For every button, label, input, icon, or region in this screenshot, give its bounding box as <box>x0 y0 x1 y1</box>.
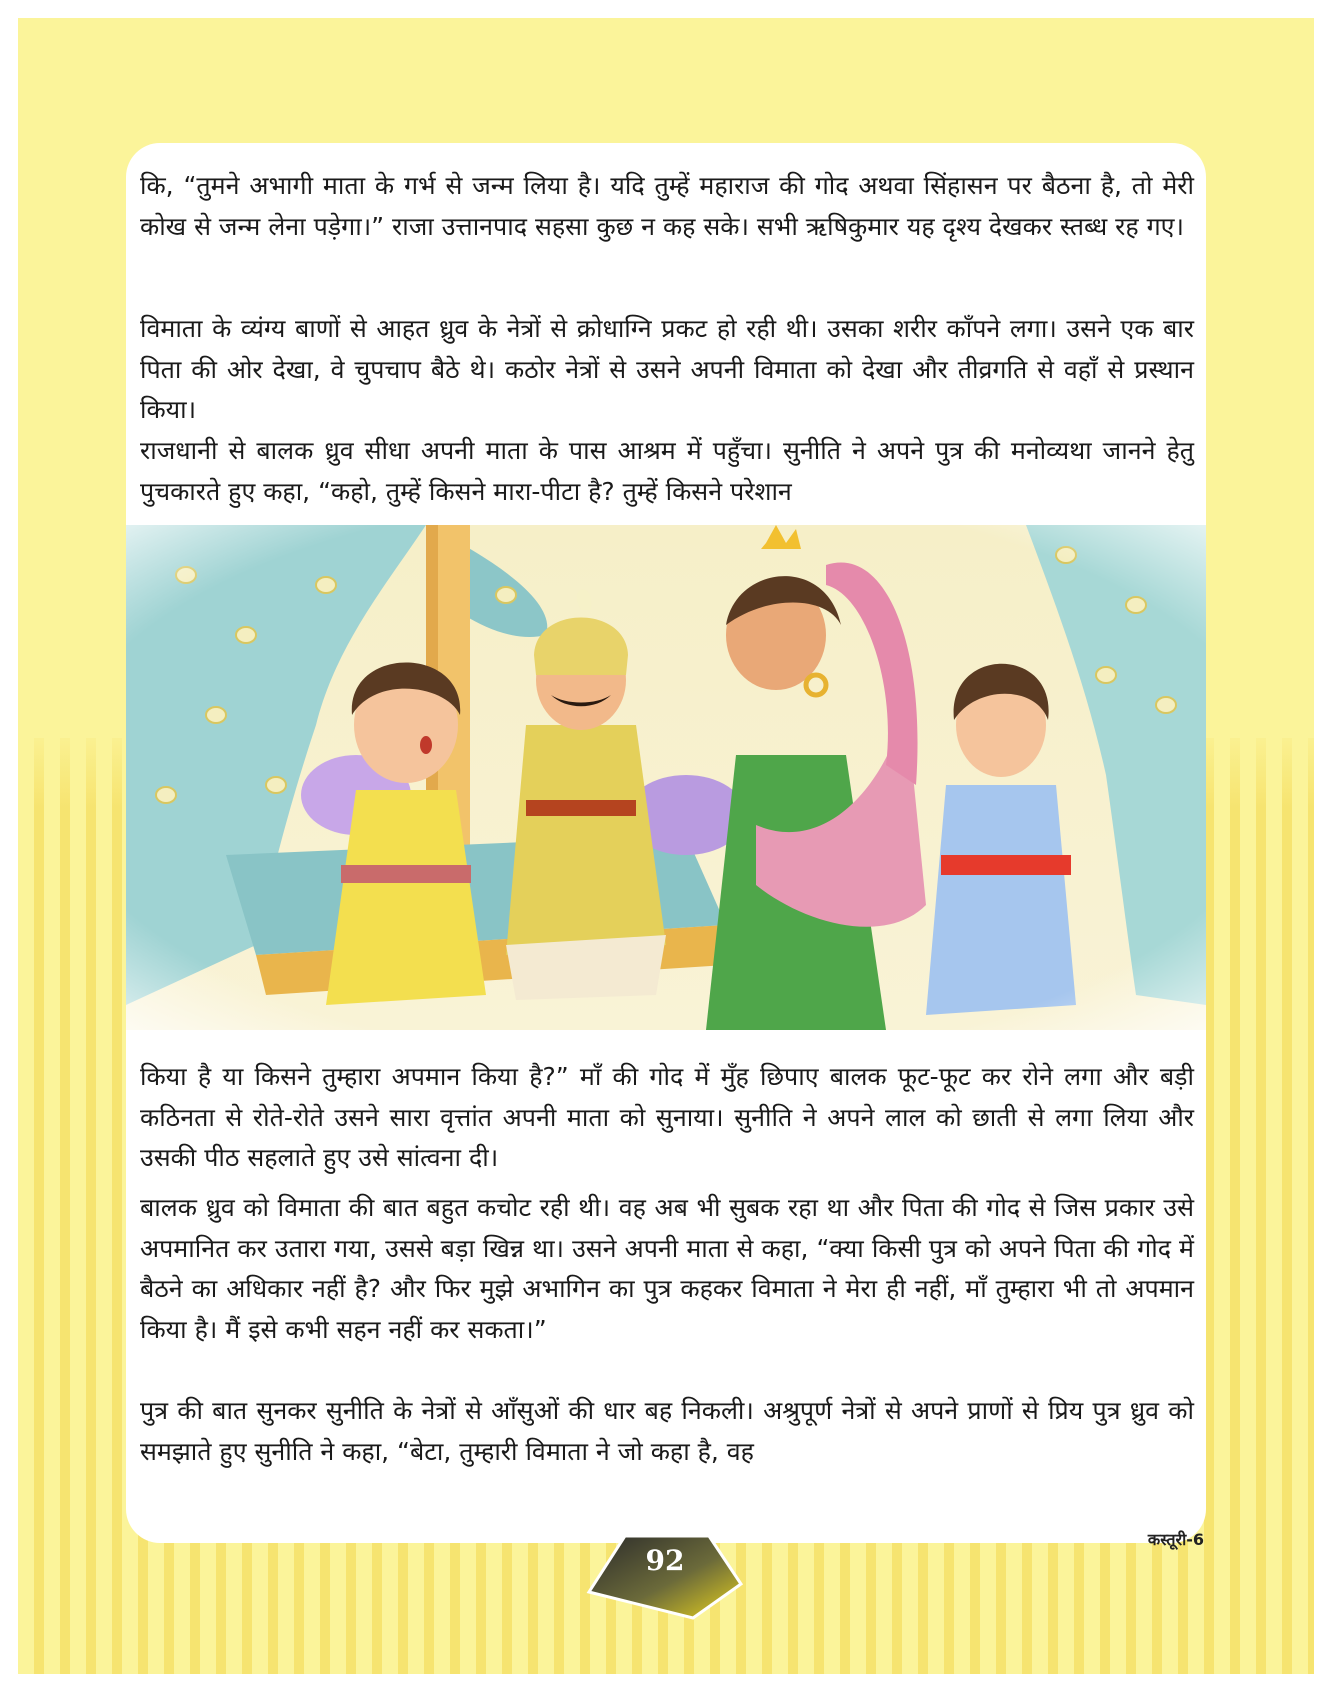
paragraph-5: बालक ध्रुव को विमाता की बात बहुत कचोट रही थी। वह अब भी सुबक रहा था और पिता की गोद से जिस प्रकार उसे अपमानित कर उतारा गया, उससे बड़ा खिन्न था। उसने अपनी माता से कहा, “क्या किसी पुत्र को अपने पिता की गोद में बैठने का अधिकार नहीं है? और फिर मुझे अभागिन का पुत्र कहकर विमाता ने मेरा ही नहीं, माँ तुम्हारा भी तो अपमान किया है। मैं इसे कभी सहन नहीं कर सकता।” <box>140 1193 1194 1344</box>
page-number: 92 <box>645 1544 685 1577</box>
paragraph-4: किया है या किसने तुम्हारा अपमान किया है?” माँ की गोद में मुँह छिपाए बालक फूट-फूट कर रोने लगा और बड़ी कठिनता से रोते-रोते उसने सारा वृत्तांत अपनी माता को सुनाया। सुनीति ने अपने लाल को छाती से लगा लिया और उसकी पीठ सहलाते हुए उसे सांत्वना दी। <box>140 1062 1194 1172</box>
book-label: कस्तूरी-6 <box>1147 1530 1204 1549</box>
paragraph-3: राजधानी से बालक ध्रुव सीधा अपनी माता के पास आश्रम में पहुँचा। सुनीति ने अपने पुत्र की मनोव्यथा जानने हेतु पुचकारते हुए कहा, “कहो, तुम्हें किसने मारा-पीटा है? तुम्हें किसने परेशान <box>140 436 1194 506</box>
story-illustration <box>126 525 1206 1030</box>
paragraph-1: कि, “तुमने अभागी माता के गर्भ से जन्म लिया है। यदि तुम्हें महाराज की गोद अथवा सिंहासन पर बैठना है, तो मेरी कोख से जन्म लेना पड़ेगा।” राजा उत्तानपाद सहसा कुछ न कह सके। सभी ऋषिकुमार यह दृश्य देखकर स्तब्ध रह गए। <box>140 171 1194 241</box>
paragraph-6: पुत्र की बात सुनकर सुनीति के नेत्रों से आँसुओं की धार बह निकली। अश्रुपूर्ण नेत्रों से अपने प्राणों से प्रिय पुत्र ध्रुव को समझाते हुए सुनीति ने कहा, “बेटा, तुम्हारी विमाता ने जो कहा है, वह <box>140 1396 1194 1466</box>
paragraph-2: विमाता के व्यंग्य बाणों से आहत ध्रुव के नेत्रों से क्रोधाग्नि प्रकट हो रही थी। उसका शरीर काँपने लगा। उसने एक बार पिता की ओर देखा, वे चुपचाप बैठे थे। कठोर नेत्रों से उसने अपनी विमाता को देखा और तीव्रगति से वहाँ से प्रस्थान किया। <box>140 314 1194 424</box>
